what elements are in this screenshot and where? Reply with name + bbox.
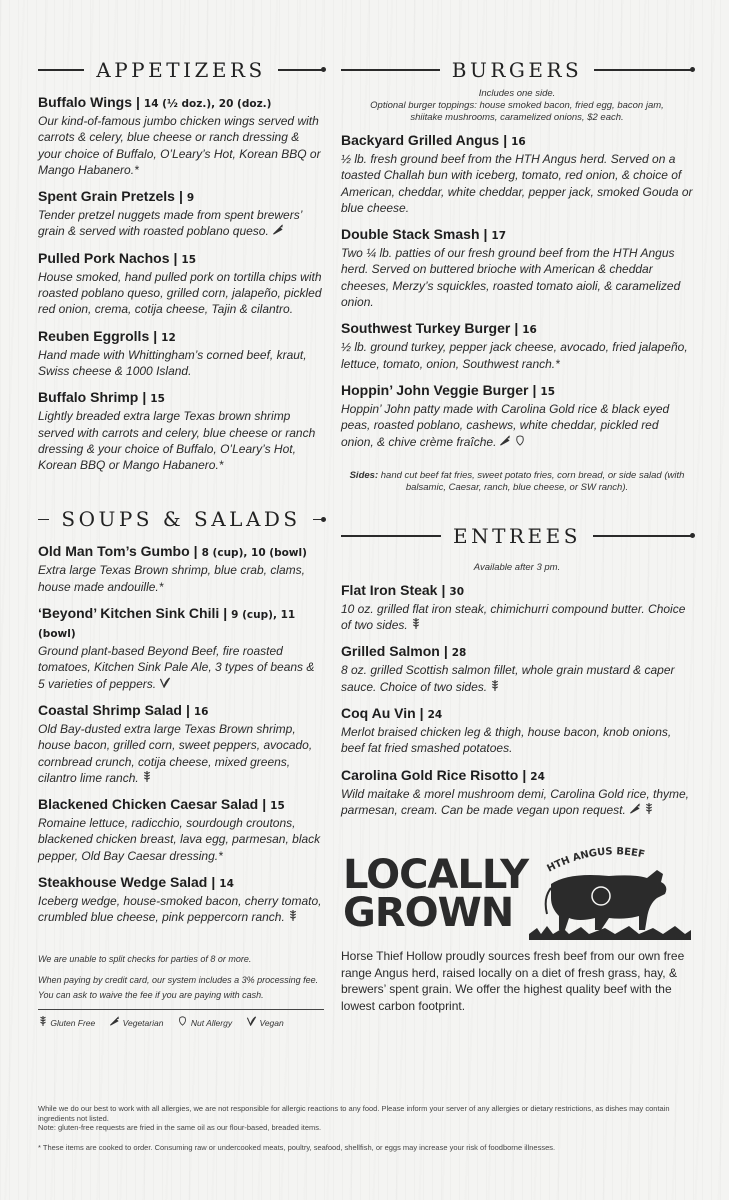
burgers-side-note: Includes one side. [478,88,556,99]
item-name: Carolina Gold Rice Risotto [341,766,519,783]
item-name: Blackened Chicken Caesar Salad [38,796,259,813]
item-desc: 10 oz. grilled flat iron steak, chimichurri compound butter. Choice of two sides. [341,601,686,633]
sides-text: hand cut beef fat fries, sweet potato fries, corn bread, or side salad (with balsamic, Caesar, ranch, blue cheese, or SW ranch). [380,469,685,493]
entrees-header [341,524,693,548]
legend-nut-allergy: Nut Allergy [190,1017,233,1028]
gluten-free-icon [490,680,500,691]
item-name: Flat Iron Steak [341,581,438,598]
menu-item: Spent Grain Pretzels | 9 Tender pretzel nuggets made from spent brewers’ grain & served with roasted poblano queso. [38,188,302,239]
item-desc: Wild maitake & morel mushroom demi, Carolina Gold rice, thyme, parmesan, cream. Can be made vegan upon request. [341,786,690,817]
vegan-icon [159,677,171,688]
menu-item: Pulled Pork Nachos | 15 House smoked, hand pulled pork on tortilla chips with roasted poblano queso, grilled corn, jalapeño, pickled red onion, crema, cotija cheese, Tajin & cilantro. [38,250,324,318]
item-price: 24 [427,709,443,722]
item-desc: ½ lb. fresh ground beef from the HTH Angus herd. Served on a toasted Challah bun with iceberg, tomato, red onion, & choice of American, cheddar, white cheddar, pepper jack, smoked Gouda or blue cheese. [341,152,693,215]
item-name: Spent Grain Pretzels [38,188,175,205]
soups-title: SOUPS & SALADS [61,507,301,532]
divider [38,1009,324,1010]
gluten-free-disclaimer: Note: gluten-free requests are fried in the same oil as our flour-based, breaded items. [38,1123,322,1132]
item-name: Steakhouse Wedge Salad [38,874,208,891]
item-desc: Ground plant-based Beyond Beef, fire roasted tomatoes, Kitchen Sink Pale Ale, 3 types of beans & 5 varieties of peppers. [38,644,315,691]
item-name: Buffalo Wings [38,94,132,110]
item-price: 30 [449,585,465,598]
item-price: 28 [451,647,467,660]
menu-item: Steakhouse Wedge Salad | 14 Iceberg wedge, house-smoked bacon, cherry tomato, crumbled blue cheese, pink peppercorn ranch. [38,874,322,925]
item-price: 15 [181,253,197,266]
vegan-icon [246,1016,257,1026]
vegetarian-icon [629,803,641,814]
item-desc: Old Bay-dusted extra large Texas Brown shrimp, house bacon, grilled corn, sweet peppers, avocado, cornbread crunch, cotija cheese, mixed greens, cilantro lime ranch. [38,721,313,785]
card-fee-note: When paying by credit card, our system includes a 3% processing fee. You can ask to waive the fee if you are paying with cash. [38,974,319,1000]
locally-grown-title [343,852,529,937]
legend-vegetarian: Vegetarian [122,1017,164,1028]
item-price: 14 [219,878,234,891]
raw-food-disclaimer: * These items are cooked to order. Consuming raw or undercooked meats, poultry, seafood, shellfish, or eggs may increase your risk of foodborne illnesses. [38,1142,556,1152]
menu-item: Hoppin’ John Veggie Burger | 15 Hoppin’ John patty made with Carolina Gold rice & black eyed peas, roasted poblano, cashews, white cheddar, pickled red onion, & chive crème fraîche. [341,381,670,449]
menu-item: Coq Au Vin | 24 Merlot braised chicken leg & thigh, house bacon, knob onions, beef fat fried smashed potatoes. [341,705,693,757]
burgers-toppings-note: Optional burger toppings: house smoked bacon, fried egg, bacon jam, shiitake mushrooms, caramelized onions, $2 each. [370,100,664,123]
item-name: Double Stack Smash [341,226,480,243]
gluten-free-icon [142,771,152,782]
cow-illustration [529,838,691,940]
item-desc: 8 oz. grilled Scottish salmon fillet, whole grain mustard & caper sauce. Choice of two sides. [341,663,675,694]
menu-item: Backyard Grilled Angus | 16 ½ lb. fresh ground beef from the HTH Angus herd. Served on a toasted Challah bun with iceberg, tomato, red onion, & choice of American, cheddar, white cheddar, pepper jack, smoked Gouda or blue cheese. [341,132,693,215]
entrees-title: ENTREES [453,523,581,548]
item-price: 8 (cup), 10 (bowl) [201,547,307,560]
vegetarian-icon [272,224,284,235]
item-desc: Hand made with Whittingham’s corned beef, kraut, Swiss cheese & 1000 Island. [38,347,307,378]
grown-word: GROWN [343,890,514,937]
item-name: Old Man Tom’s Gumbo [38,543,190,560]
payment-notes [38,952,324,1003]
item-desc: Hoppin’ John patty made with Carolina Gold rice & black eyed peas, roasted poblano, cashews, white cheddar, pickled red onion, & chive crème fraîche. [341,401,670,449]
item-name: Buffalo Shrimp [38,389,139,406]
legend-vegan: Vegan [259,1017,284,1028]
item-price: 24 [530,770,545,783]
menu-item: Double Stack Smash | 17 Two ¼ lb. patties of our fresh ground beef from the HTH Angus herd. Served on buttered brioche with American & cheddar cheeses, Merzy’s squickles, roasted tomato aioli, & caramelized onion. [341,226,693,310]
item-desc: Lightly breaded extra large Texas brown shrimp served with carrots and celery, blue cheese or ranch dressing & your choice of Buffalo, O’Leary’s Hot, Korean BBQ or Mango Habanero.* [38,409,316,473]
gluten-free-icon [288,910,298,921]
sides-note [341,470,693,494]
menu-item: Buffalo Shrimp | 15 Lightly breaded extra large Texas brown shrimp served with carrots and celery, blue cheese or ranch dressing & your choice of Buffalo, O’Leary’s Hot, Korean BBQ or Mango Habanero.* [38,389,324,473]
appetizers-title: APPETIZERS [96,58,266,82]
item-name: Reuben Eggrolls [38,327,150,344]
legend-gluten-free: Gluten Free [50,1017,96,1028]
item-name: Grilled Salmon [341,643,440,660]
item-price: 15 [150,393,165,406]
gluten-free-icon [411,618,421,629]
vegetarian-icon [499,435,511,446]
item-price: 15 [270,800,285,813]
menu-item: Blackened Chicken Caesar Salad | 15 Romaine lettuce, radicchio, sourdough croutons, blackened chicken breast, lava egg, parmesan, black pepper, Old Bay Caesar dressing.* [38,796,324,864]
item-price: 14 (½ doz.), 20 (doz.) [143,98,272,110]
item-desc: Two ¼ lb. patties of our fresh ground beef from the HTH Angus herd. Served on buttered brioche with American & cheddar cheeses, Merzy’s squickles, roasted tomato aioli, & caramelized onion. [341,246,681,310]
locally-word: LOCALLY [343,852,529,899]
menu-item: Reuben Eggrolls | 12 Hand made with Whittingham’s corned beef, kraut, Swiss cheese & 1000 Island. [38,328,324,380]
right-column [341,0,693,1014]
item-desc: Iceberg wedge, house-smoked bacon, cherry tomato, crumbled blue cheese, pink peppercorn ranch. [38,894,322,925]
item-name: Pulled Pork Nachos [38,249,170,266]
appetizers-list [38,94,324,473]
item-desc: Extra large Texas Brown shrimp, blue crab, clams, house made andouille.* [38,563,305,594]
left-column [38,0,324,1028]
menu-item: Grilled Salmon | 28 8 oz. grilled Scottish salmon fillet, whole grain mustard & caper sauce. Choice of two sides. [341,643,675,694]
item-name: Coq Au Vin [341,705,416,722]
locally-grown-text: Horse Thief Hollow proudly sources fresh beef from our own free range Angus herd, raised locally on a diet of fresh grass, hay, & brewers’ spent grain. We offer the highest quality beef with the lowest carbon footprint. [341,949,685,1013]
soups-list [38,543,324,925]
item-price: 12 [161,331,176,344]
soups-header [38,507,324,531]
vegetarian-icon [109,1016,120,1026]
gluten-free-icon [38,1016,48,1026]
menu-item: ‘Beyond’ Kitchen Sink Chili | 9 (cup), 11 (bowl) Ground plant-based Beyond Beef, fire roasted tomatoes, Kitchen Sink Pale Ale, 3 types of beans & 5 varieties of peppers. [38,605,315,691]
allergy-disclaimer: While we do our best to work with all allergies, we are not responsible for allergic reactions to any food. Please inform your server of any allergies or dietary restrictions, as dishes may contain ingredients not listed. [38,1104,670,1123]
hth-angus-beef-badge: HTH ANGUS BEEF [545,846,646,875]
burgers-header [341,58,693,82]
locally-grown-block [341,838,693,948]
item-name: Backyard Grilled Angus [341,132,500,148]
menu-item: Old Man Tom’s Gumbo | 8 (cup), 10 (bowl) Extra large Texas Brown shrimp, blue crab, clams, house made andouille.* [38,543,324,595]
item-price: 16 [511,136,526,148]
item-desc: Romaine lettuce, radicchio, sourdough croutons, blackened chicken breast, lava egg, parmesan, black pepper, Old Bay Caesar dressing.* [38,816,321,863]
menu-item: Flat Iron Steak | 30 10 oz. grilled flat iron steak, chimichurri compound butter. Choice of two sides. [341,581,686,633]
gluten-free-icon [644,803,654,814]
nut-allergy-icon [177,1016,188,1026]
split-check-note: We are unable to split checks for parties of 8 or more. [38,953,252,964]
entrees-list [341,582,693,818]
item-desc: ½ lb. ground turkey, pepper jack cheese, avocado, fried jalapeño, lettuce, tomato, onion, Southwest ranch.* [341,340,688,371]
item-price: 16 [193,705,209,718]
menu-item: Southwest Turkey Burger | 16 ½ lb. ground turkey, pepper jack cheese, avocado, fried jalapeño, lettuce, tomato, onion, Southwest ranch.* [341,320,693,372]
item-desc: Tender pretzel nuggets made from spent brewers’ grain & served with roasted poblano queso. [38,208,302,239]
entrees-availability-note: Available after 3 pm. [473,561,561,573]
menu-item: Buffalo Wings | 14 (½ doz.), 20 (doz.) Our kind-of-famous jumbo chicken wings served with carrots & celery, blue cheese or ranch dressing & your choice of Buffalo, O’Leary’s Hot, Korean BBQ or Mango Habanero.* [38,94,324,178]
item-desc: Our kind-of-famous jumbo chicken wings served with carrots & celery, blue cheese or ranch dressing & your choice of Buffalo, O’Leary’s Hot, Korean BBQ or Mango Habanero.* [38,114,321,177]
item-price: 9 (cup), 11 (bowl) [38,609,296,641]
sides-label: Sides: [349,469,379,481]
dietary-legend [38,1016,324,1028]
item-price: 9 [186,192,195,205]
appetizers-header [38,58,324,82]
item-name: Southwest Turkey Burger [341,320,511,337]
burgers-list [341,132,693,450]
item-desc: House smoked, hand pulled pork on tortilla chips with roasted poblano queso, grilled corn, jalapeño, pickled red onion, crema, cotija cheese, Tajin & cilantro. [38,269,322,317]
item-name: Coastal Shrimp Salad [38,701,182,718]
menu-item: Carolina Gold Rice Risotto | 24 Wild maitake & morel mushroom demi, Carolina Gold rice, thyme, parmesan, cream. Can be made vegan upon request. [341,766,690,817]
footer [38,1104,691,1152]
nut-allergy-icon [514,435,526,446]
item-desc: Merlot braised chicken leg & thigh, house bacon, knob onions, beef fat fried smashed potatoes. [341,725,672,756]
menu-item: Coastal Shrimp Salad | 16 Old Bay-dusted extra large Texas Brown shrimp, house bacon, grilled corn, sweet peppers, avocado, cornbread crunch, cotija cheese, mixed greens, cilantro lime ranch. [38,701,313,785]
item-price: 17 [491,230,507,243]
burgers-title: BURGERS [451,58,583,82]
item-name: Hoppin’ John Veggie Burger [341,381,529,398]
item-price: 16 [522,324,537,337]
item-name: ‘Beyond’ Kitchen Sink Chili [38,605,220,622]
item-price: 15 [540,385,556,398]
